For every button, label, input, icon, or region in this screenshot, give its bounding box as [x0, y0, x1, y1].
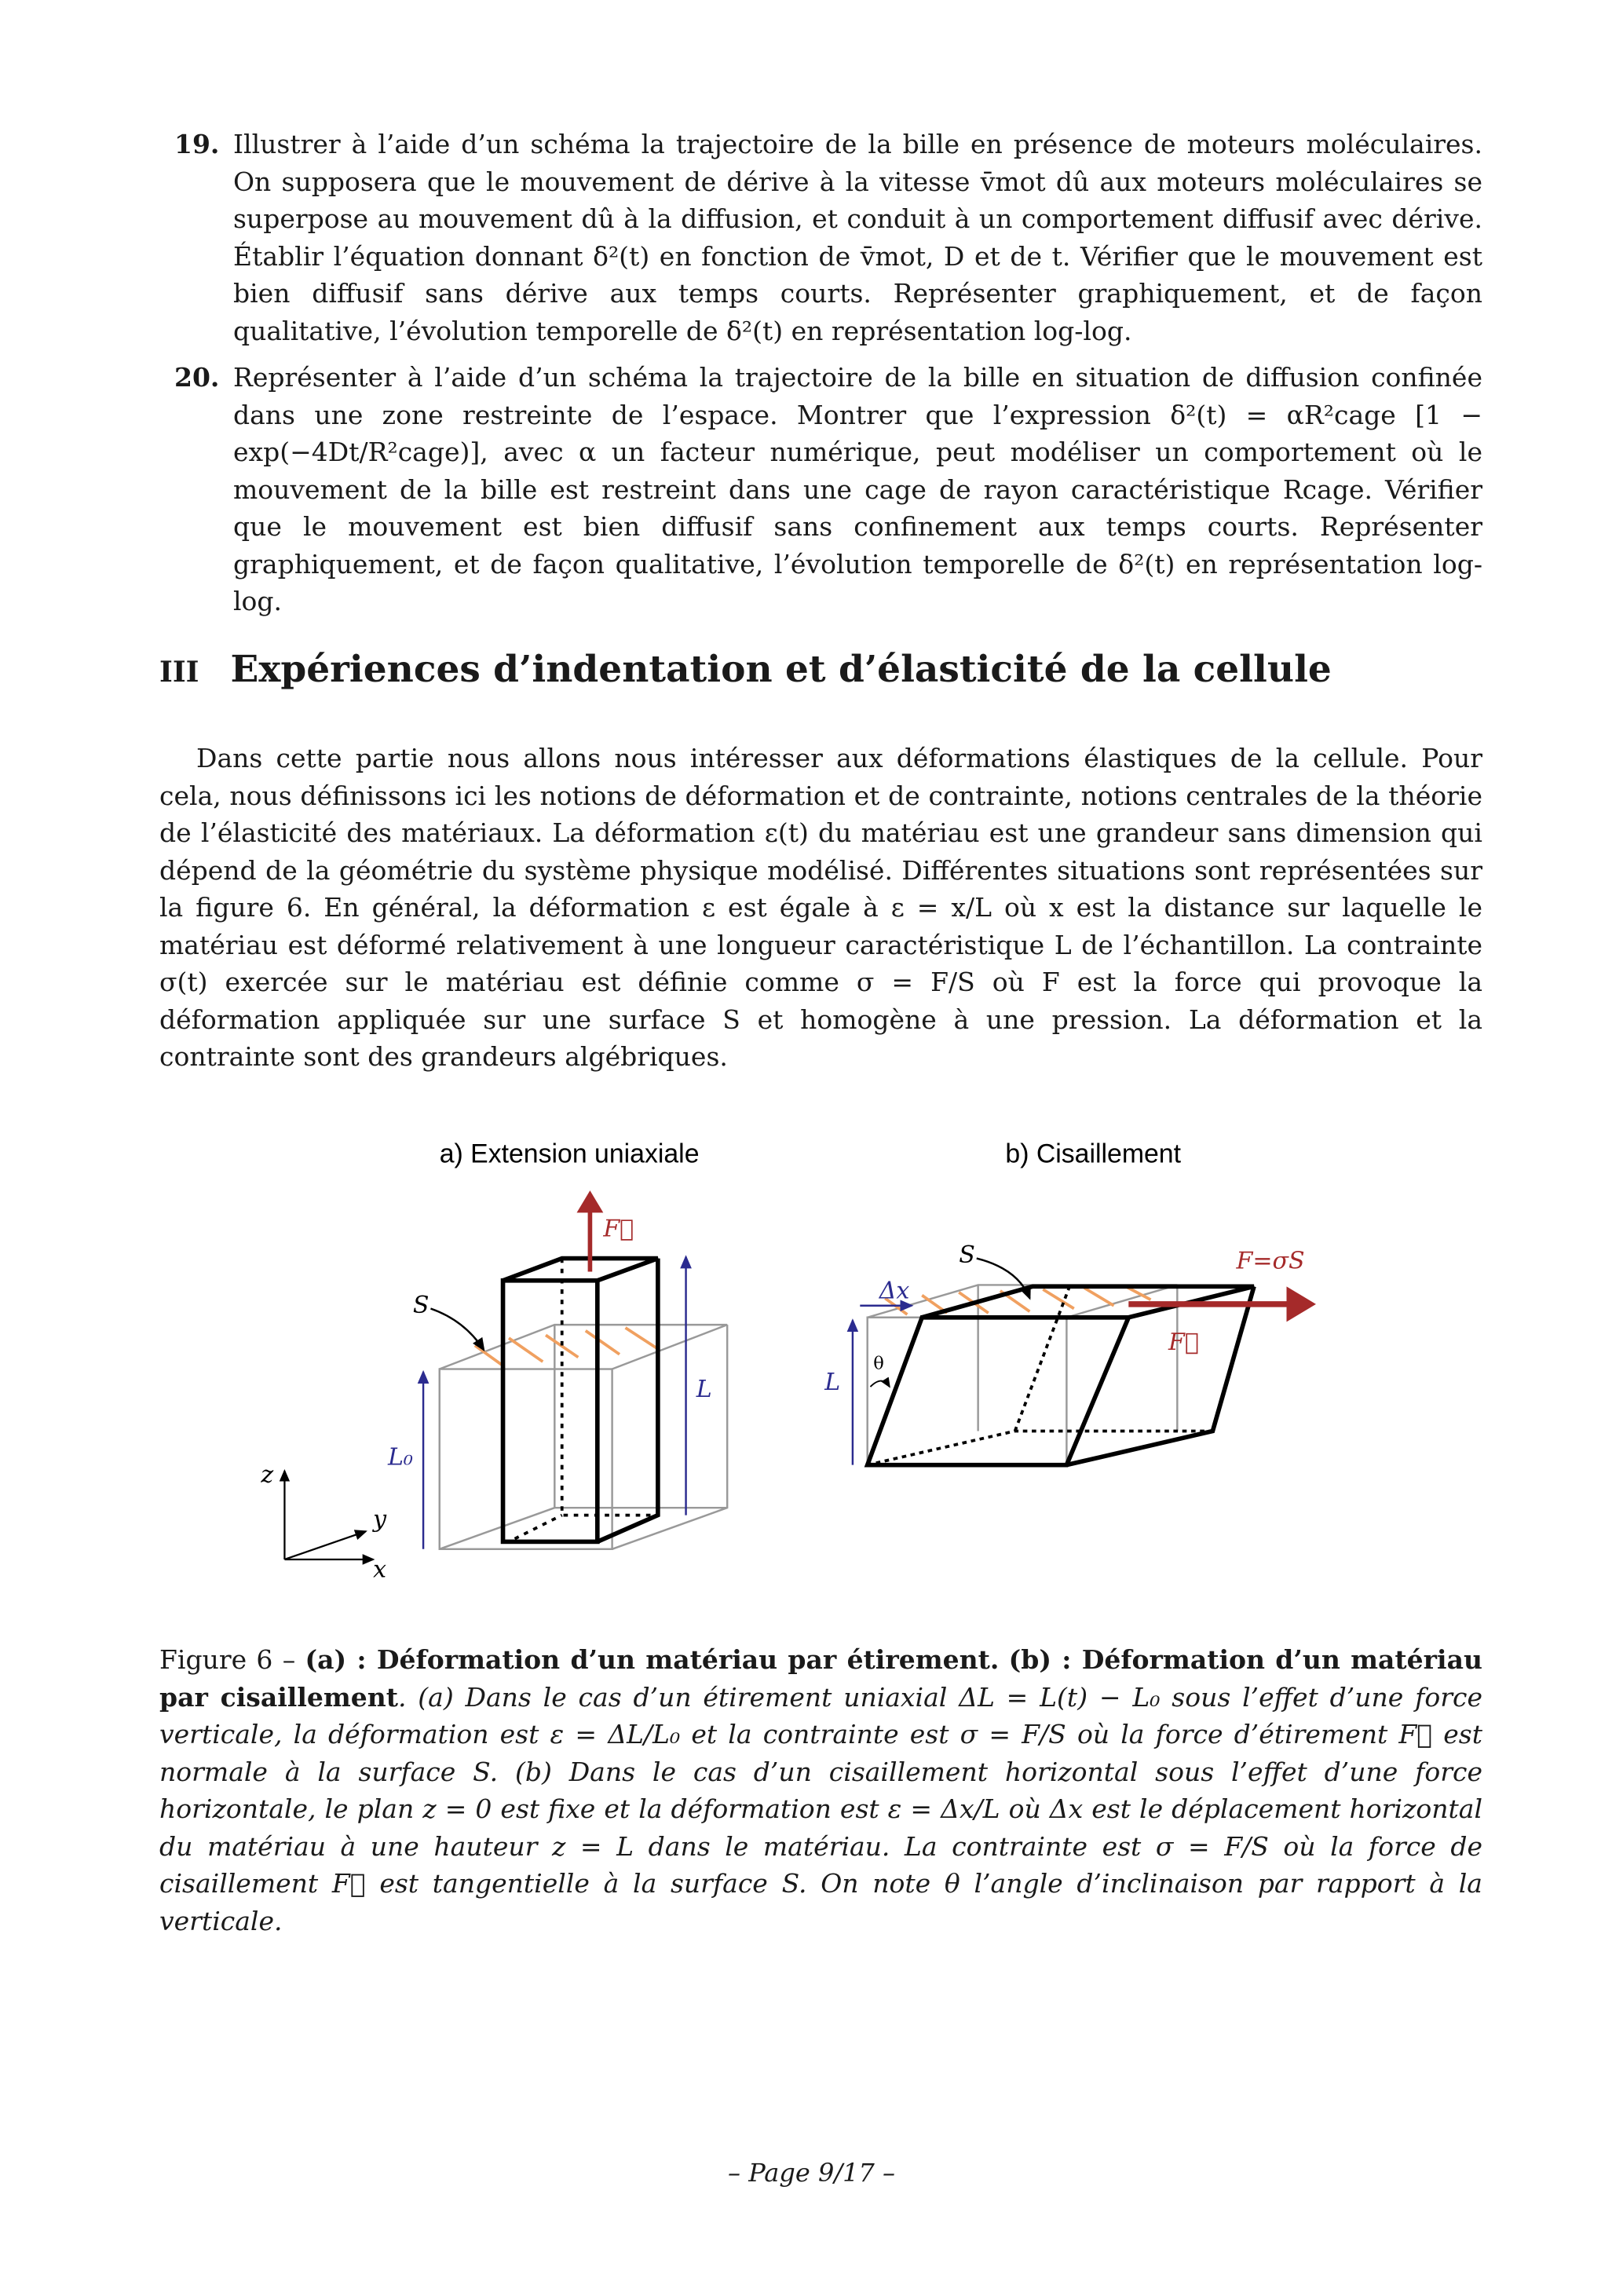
figure-6 [261, 1128, 1328, 1586]
question-number: 19. [174, 129, 220, 159]
panel-a-title: a) Extension uniaxiale [439, 1139, 700, 1169]
angle-arc-icon [870, 1381, 889, 1387]
page-footer: – Page 9/17 – [728, 2158, 895, 2188]
intro-paragraph: Dans cette partie nous allons nous intéresser aux déformations élastiques de la cellule. Pour cela, nous définissons ici les notions de déformation et de contrainte, notions centrales de la théorie de l’élasticité des matériaux. La déformation ε(t) du matériau est une grandeur sans dimension qui dépend de la géométrie du système physique modélisé. Différentes situations sont représentées sur la figure 6. En général, la déformation ε est égale à ε = x/L où x est la distance sur laquelle le matériau est déformé relativement à une longueur caractéristique L de l’échantillon. La contrainte σ(t) exercée sur le matériau est définie comme σ = F/S où F est la force qui provoque la déformation appliquée sur une surface S et homogène à une pression. La déformation et la contrainte sont des grandeurs algébriques. [159, 743, 1482, 1072]
stretched-column [503, 1259, 658, 1542]
question-20 [159, 359, 1482, 620]
caption-body: . (a) Dans le cas d’un étirement uniaxial ΔL = L(t) − L₀ sous l’effet d’une force verticale, la déformation est ε = ΔL/L₀ et la contrainte est σ = F/S où la force d’étirement F⃗ est normale à la surface S. (b) Dans le cas d’un cisaillement horizontal sous l’effet d’une force horizontale, le plan z = 0 est fixe et la déformation est ε = Δx/L où Δx est le déplacement horizontal du matériau à une hauteur z = L dans le matériau. La contrainte est σ = F/S où la force de cisaillement F⃗ est tangentielle à la surface S. On note θ l’angle d’inclinaison par rapport à la verticale. [159, 1681, 1482, 1936]
question-text: Représenter à l’aide d’un schéma la trajectoire de la bille en situation de diffusion confinée dans une zone restreinte de l’espace. Montrer que l’expression δ²(t) = αR²cage [1 − exp(−4Dt/R²cage)], avec α un facteur numérique, peut modéliser un comportement où le mouvement de la bille est restreint dans une cage de rayon caractéristique Rcage. Vérifier que le mouvement est bien diffusif sans confinement aux temps courts. Représenter graphiquement, et de façon qualitative, l’évolution temporelle de δ²(t) en représentation log-log. [233, 362, 1482, 616]
panel-b-title: b) Cisaillement [1005, 1139, 1182, 1169]
axis-y-label: y [373, 1505, 387, 1534]
angle-label: θ [873, 1353, 884, 1374]
panel-a-diagram [260, 1195, 727, 1584]
force-label: F⃗ [603, 1215, 634, 1243]
question-number: 20. [174, 362, 220, 393]
axes-icon [284, 1471, 373, 1559]
surface-pointer-arrow [430, 1308, 484, 1350]
caption-title-b: (b) : Déformation d’un matériau par cisaillement [159, 1644, 1482, 1713]
panel-b-diagram [824, 1241, 1310, 1464]
displacement-label: Δx [879, 1277, 910, 1305]
caption-prefix: Figure 6 – [159, 1644, 305, 1675]
surface-label: S [959, 1241, 975, 1270]
caption-title-a: (a) : Déformation d’un matériau par étirement. [305, 1644, 1000, 1675]
question-text: Illustrer à l’aide d’un schéma la trajectoire de la bille en présence de moteurs moléculaires. On supposera que le mouvement de dérive à la vitesse v̄mot dû aux moteurs moléculaires se superpose au mouvement dû à la diffusion, et conduit à un comportement diffusif avec dérive. Établir l’équation donnant δ²(t) en fonction de v̄mot, D et de t. Vérifier que le mouvement est bien diffusif sans dérive aux temps courts. Représenter graphiquement, et de façon qualitative, l’évolution temporelle de δ²(t) en représentation log-log. [233, 129, 1482, 346]
length-label: L [824, 1368, 841, 1396]
surface-label: S [412, 1292, 430, 1320]
section-number: III [159, 656, 199, 689]
question-19 [159, 126, 1482, 349]
sheared-box [868, 1286, 1254, 1464]
reference-box [440, 1325, 727, 1549]
initial-length-label: L₀ [387, 1443, 413, 1472]
section-heading [159, 648, 1332, 691]
length-label: L [696, 1376, 712, 1404]
figure-caption [159, 1641, 1482, 1940]
section-title: Expériences d’indentation et d’élasticité de la cellule [230, 648, 1332, 691]
axis-z-label: z [261, 1461, 274, 1490]
force-equation-label: F=σS [1236, 1247, 1305, 1275]
force-label: F⃗ [1168, 1329, 1199, 1357]
reference-box [868, 1285, 1178, 1464]
axis-x-label: x [373, 1556, 387, 1584]
